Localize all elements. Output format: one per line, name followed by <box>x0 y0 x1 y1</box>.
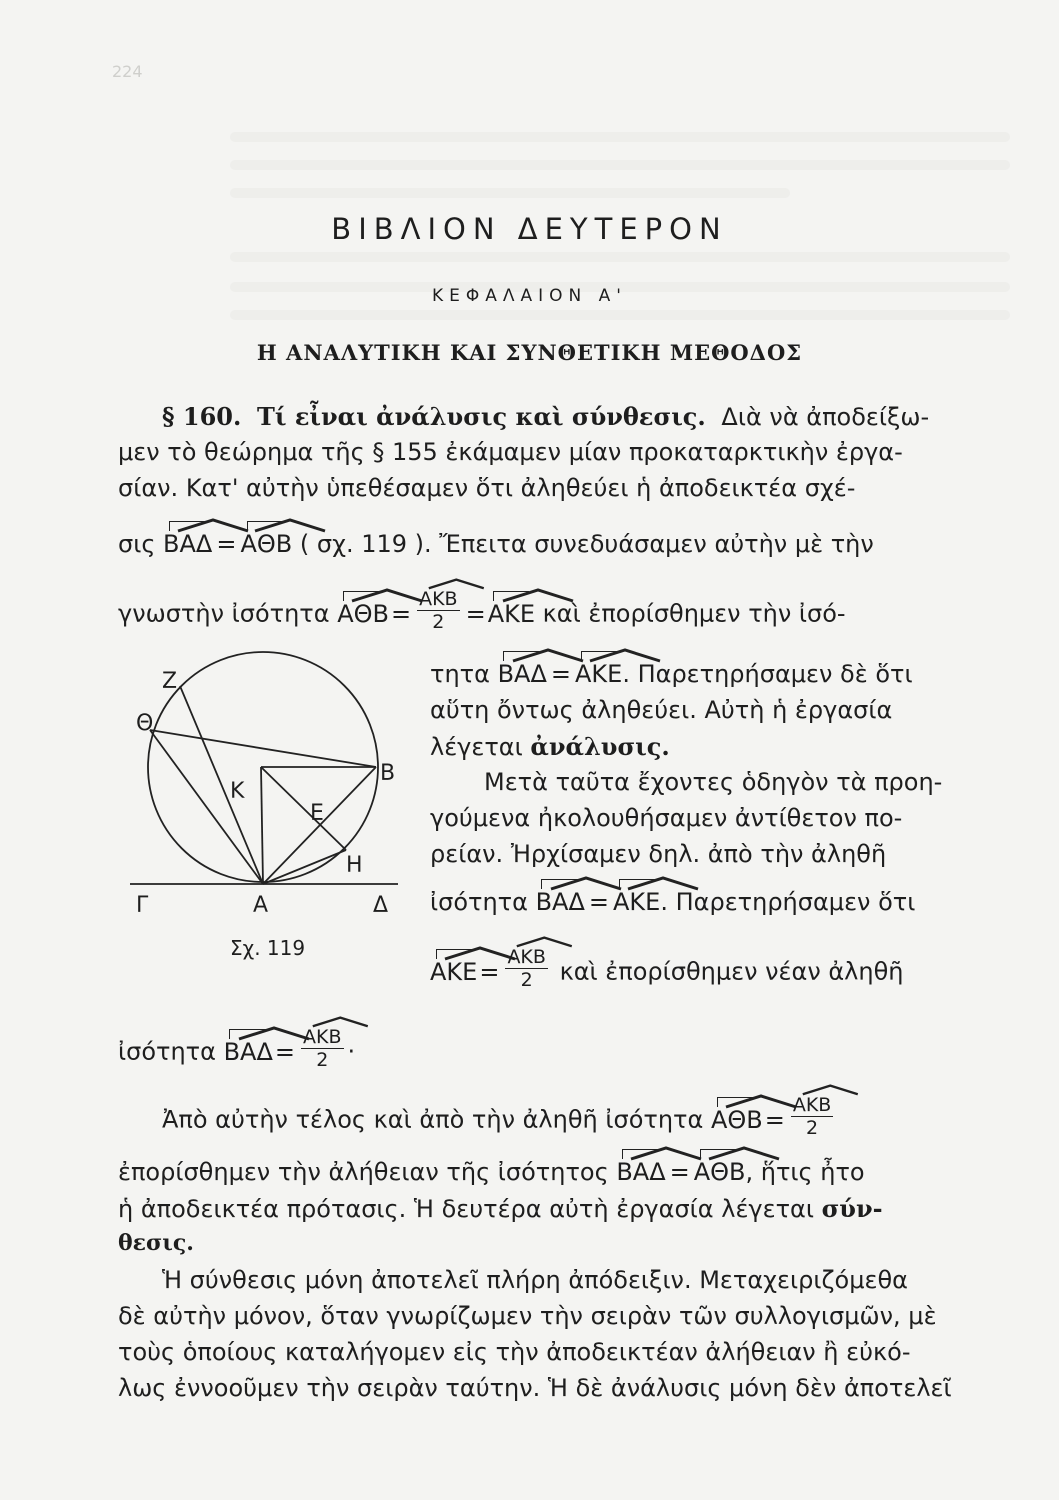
book-title: ΒΙΒΛΙΟΝ ΔΕΥΤΕΡΟΝ <box>331 212 728 246</box>
paragraph-line <box>162 402 929 431</box>
angle-athb <box>240 530 292 558</box>
fraction-denominator: 2 <box>806 1117 819 1139</box>
text-span: καὶ ἐπορίσθημεν νέαν ἀληθῆ <box>551 957 904 986</box>
text-span: . Παρετηρήσαμεν ὅτι <box>660 888 916 916</box>
angle-ake <box>575 660 622 688</box>
angle-text: ΑΘΒ <box>337 599 389 628</box>
angle-bad <box>163 530 212 558</box>
paragraph-line: γούμενα ἠκολουθήσαμεν ἀντίθετον πο- <box>430 804 903 832</box>
label-h: Η <box>346 853 363 878</box>
text-span: Διὰ νὰ ἀποδείξω- <box>721 403 930 431</box>
equals-sign: = <box>465 599 486 628</box>
fraction <box>505 946 548 991</box>
paragraph-line <box>430 946 904 995</box>
text-span: τητα <box>430 660 498 688</box>
angle-ake <box>430 958 477 986</box>
text-span: ἰσότητα <box>118 1037 224 1066</box>
section-title: Τί εἶναι ἀνάλυσις καὶ σύνθεσις. <box>257 402 706 431</box>
equals-sign: = <box>669 1158 690 1186</box>
fraction <box>417 588 460 633</box>
label-delta: Δ <box>373 893 389 918</box>
angle-text: ΑΚΒ <box>419 588 458 610</box>
text-span: ἰσότητα <box>430 888 536 916</box>
angle-text: ΑΘΒ <box>240 530 293 558</box>
paragraph-line: σίαν. Κατ' αὐτὴν ὑπεθέσαμεν ὅτι ἀληθεύει ἡ ἀποδεικτέα σχέ- <box>118 474 856 502</box>
label-theta: Θ <box>136 711 154 736</box>
angle-text: ΒΑΔ <box>616 1158 666 1186</box>
label-a: Α <box>253 893 269 918</box>
paragraph-line <box>118 1194 883 1223</box>
fraction-numerator <box>791 1094 834 1117</box>
section-number: § 160. <box>162 402 242 431</box>
angle-text: ΑΚΕ <box>487 599 536 628</box>
paragraph-line: δὲ αὐτὴν μόνον, ὅταν γνωρίζωμεν τὴν σειρὰν τῶν συλλογισμῶν, μὲ <box>118 1302 937 1330</box>
text-span: σις <box>118 530 164 558</box>
segment-z-a <box>180 686 263 884</box>
text-span: , ἥτις ἦτο <box>745 1158 865 1186</box>
equals-sign: = <box>550 660 571 688</box>
equals-sign: = <box>764 1105 785 1134</box>
paragraph-line <box>118 1158 865 1186</box>
dot: · <box>347 1037 356 1066</box>
segment-k-h <box>261 767 346 850</box>
angle-bad <box>498 660 547 688</box>
equals-sign: = <box>216 530 237 558</box>
paragraph-line: μεν τὸ θεώρημα τῆς § 155 ἐκάμαμεν μίαν προκαταρκτικὴν ἐργα- <box>118 438 903 466</box>
paragraph-line <box>118 530 874 558</box>
label-k: Κ <box>230 779 245 804</box>
angle-athb <box>711 1106 763 1134</box>
text-span: ἐπορίσθημεν τὴν ἀλήθειαν τῆς ἰσότητος <box>118 1158 617 1186</box>
segment-k-a <box>261 767 263 884</box>
angle-bad <box>224 1038 273 1066</box>
paragraph-line: Ἡ σύνθεσις μόνη ἀποτελεῖ πλήρη ἀπόδειξιν. Μεταχειριζόμεθα <box>162 1266 908 1294</box>
fraction-numerator <box>417 588 460 611</box>
text-span: . Παρετηρήσαμεν δὲ ὅτι <box>622 660 913 688</box>
angle-text: ΑΚΕ <box>430 957 478 986</box>
term-analysis: ἀνάλυσις. <box>530 732 670 761</box>
geometry-figure <box>118 650 408 970</box>
text-span: ἡ ἀποδεικτέα πρότασις. Ἡ δευτέρα αὐτὴ ἐργασία λέγεται <box>118 1195 822 1223</box>
term-synthesis: σύν- <box>821 1194 883 1223</box>
angle-bad <box>536 888 585 916</box>
text-span: καὶ ἐπορίσθημεν τὴν ἰσό- <box>535 599 846 628</box>
page-number: 224 <box>112 62 143 81</box>
paragraph-line: τοὺς ὁποίους καταλήγομεν εἰς τὴν ἀποδεικτέαν ἀλήθειαν ἢ εὐκό- <box>118 1338 911 1366</box>
segment-theta-a <box>150 730 263 884</box>
fraction-denominator: 2 <box>316 1049 329 1071</box>
fraction-denominator: 2 <box>432 611 445 633</box>
text-span: ( σχ. 119 ). Ἔπειτα συνεδυάσαμεν αὐτὴν μὲ τὴν <box>292 530 874 558</box>
fraction <box>301 1026 344 1071</box>
fraction-numerator <box>301 1026 344 1049</box>
label-z: Ζ <box>162 669 178 694</box>
angle-text: ΒΑΔ <box>497 660 547 688</box>
paragraph-line <box>162 1094 837 1143</box>
paragraph-line: Μετὰ ταῦτα ἔχοντες ὁδηγὸν τὰ προη- <box>484 768 943 796</box>
angle-text: ΑΘΒ <box>693 1158 746 1186</box>
label-e: Ε <box>310 801 324 826</box>
text-span: γνωστὴν ἰσότητα <box>118 599 338 628</box>
angle-text: ΒΑΔ <box>223 1037 273 1066</box>
text-span: Ἀπὸ αὐτὴν τέλος καὶ ἀπὸ τὴν ἀληθῆ ἰσότητα <box>162 1105 711 1134</box>
angle-text: ΑΚΕ <box>574 660 623 688</box>
angle-athb <box>694 1158 746 1186</box>
paragraph-line <box>118 588 846 637</box>
equals-sign: = <box>274 1037 295 1066</box>
paragraph-line: λως ἐννοοῦμεν τὴν σειρὰν ταύτην. Ἡ δὲ ἀνάλυσις μόνη δὲν ἀποτελεῖ <box>118 1374 952 1402</box>
paragraph-line: αὕτη ὄντως ἀληθεύει. Αὐτὴ ἡ ἐργασία <box>430 696 893 724</box>
segment-a-h <box>263 850 346 884</box>
paragraph-line <box>430 888 915 916</box>
segment-theta-b <box>150 730 376 767</box>
paragraph-line <box>430 660 913 688</box>
angle-text: ΒΑΔ <box>163 530 213 558</box>
angle-text: ΑΚΒ <box>303 1026 342 1048</box>
fraction-denominator: 2 <box>520 969 533 991</box>
angle-ake <box>488 600 535 628</box>
fraction <box>791 1094 834 1139</box>
equals-sign: = <box>479 957 500 986</box>
equals-sign: = <box>588 888 609 916</box>
paragraph-line: θεσις. <box>118 1230 194 1256</box>
angle-text: ΒΑΔ <box>535 888 585 916</box>
angle-text: ΑΚΒ <box>792 1094 832 1116</box>
text-span: λέγεται <box>430 733 531 761</box>
label-gamma: Γ <box>136 893 149 918</box>
paragraph-line <box>430 732 670 761</box>
section-heading: Η ΑΝΑΛΥΤΙΚΗ ΚΑΙ ΣΥΝΘΕΤΙΚΗ ΜΕΘΟΔΟΣ <box>256 340 803 365</box>
angle-bad <box>616 1158 665 1186</box>
angle-text: ΑΚΒ <box>507 946 546 968</box>
angle-text: ΑΚΕ <box>613 888 661 916</box>
label-b: Β <box>380 761 396 786</box>
fraction-numerator <box>505 946 548 969</box>
paragraph-line <box>118 1026 356 1075</box>
equals-sign: = <box>390 599 412 628</box>
chapter-title: ΚΕΦΑΛΑΙΟΝ Α' <box>432 286 627 306</box>
angle-athb <box>337 600 389 628</box>
angle-text: ΑΘΒ <box>710 1105 763 1134</box>
figure-caption: Σχ. 119 <box>230 936 306 960</box>
angle-ake <box>613 888 660 916</box>
paragraph-line: ρείαν. Ἠρχίσαμεν δηλ. ἀπὸ τὴν ἀληθῆ <box>430 840 887 868</box>
